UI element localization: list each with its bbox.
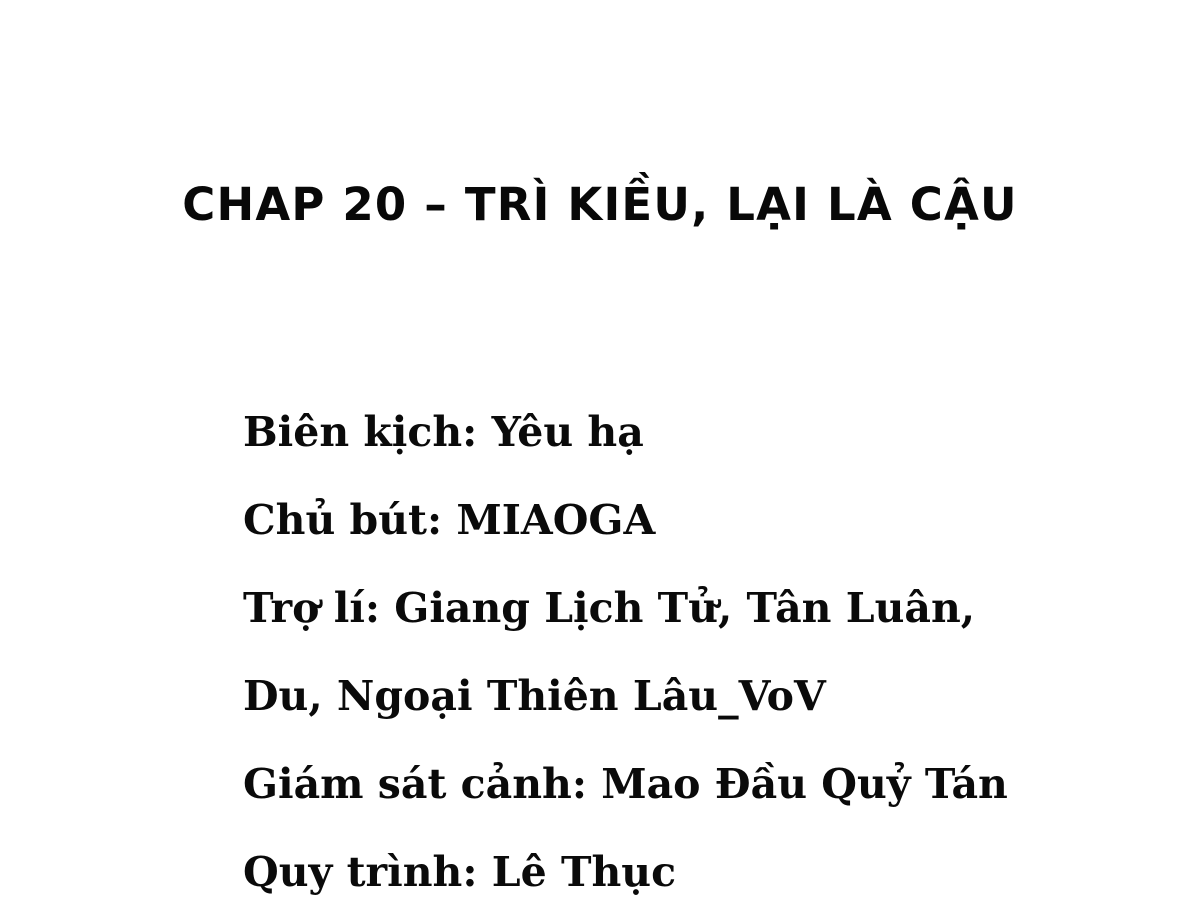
credits-block <box>243 388 1143 916</box>
credit-line-scene-supervisor: Giám sát cảnh: Mao Đầu Quỷ Tán <box>243 760 1008 808</box>
chapter-title: CHAP 20 – TRÌ KIỀU, LẠI LÀ CẬU <box>182 178 1018 231</box>
credit-line-assistants-2: Du, Ngoại Thiên Lâu_VoV <box>243 672 826 720</box>
credit-line-process: Quy trình: Lê Thục <box>243 848 677 896</box>
credit-line-assistants-1: Trợ lí: Giang Lịch Tử, Tân Luân, <box>243 584 976 632</box>
credit-line-writer: Biên kịch: Yêu hạ <box>243 408 644 456</box>
credit-line-chief-editor: Chủ bút: MIAOGA <box>243 496 656 544</box>
